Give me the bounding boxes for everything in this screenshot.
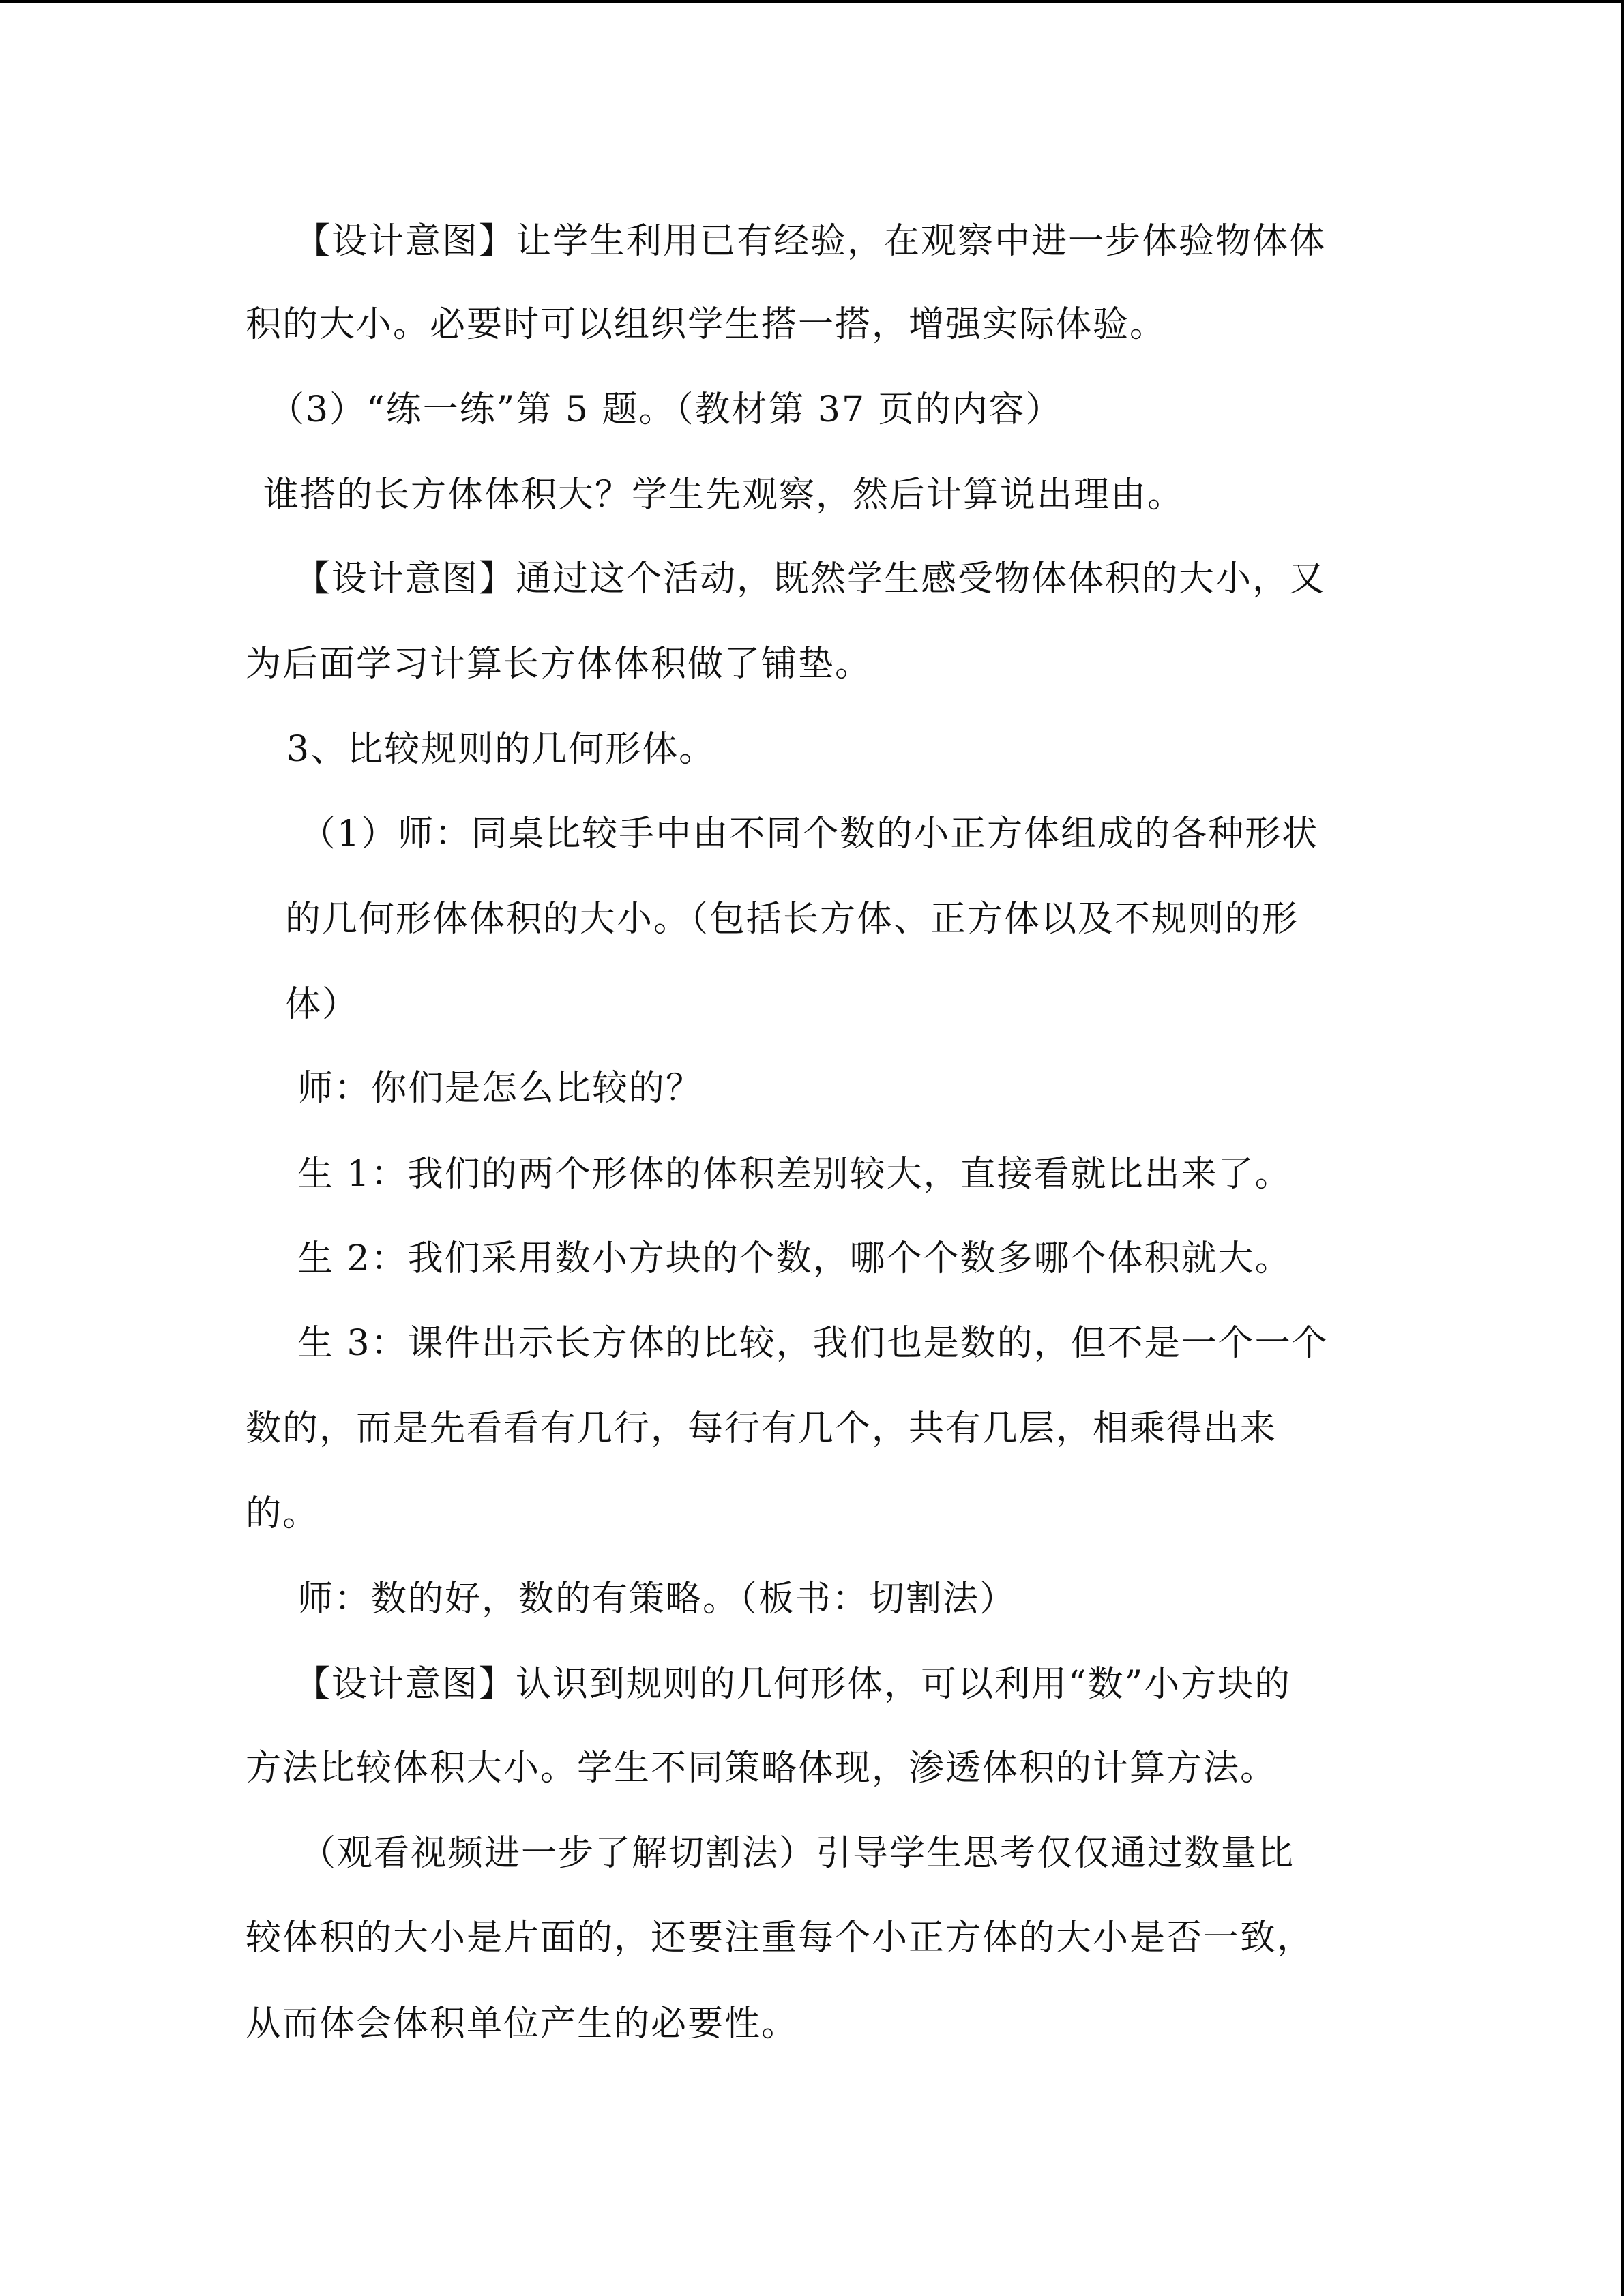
activity-1-line-2: 的几何形体体积的大小。（包括长方体、正方体以及不规则的形: [285, 899, 1299, 940]
section-3-heading: 3、比较规则的几何形体。: [286, 729, 716, 770]
page-border-right: [1621, 0, 1624, 2296]
video-note-line-2: 较体积的大小是片面的，还要注重每个小正方体的大小是否一致，: [246, 1918, 1314, 1958]
student-1-answer: 生 1：我们的两个形体的体积差别较大，直接看就比出来了。: [297, 1154, 1292, 1195]
student-3-answer-line-3: 的。: [246, 1493, 320, 1534]
exercise-3-heading: （3）“练一练”第 5 题。（教材第 37 页的内容）: [269, 389, 1063, 430]
student-2-answer: 生 2：我们采用数小方块的个数，哪个个数多哪个体积就大。: [297, 1238, 1292, 1279]
teacher-question: 师：你们是怎么比较的？: [297, 1068, 703, 1109]
video-note-line-1: （观看视频进一步了解切割法）引导学生思考仅仅通过数量比: [300, 1833, 1295, 1874]
student-3-answer-line-1: 生 3：课件出示长方体的比较，我们也是数的，但不是一个一个: [297, 1323, 1329, 1364]
design-intent-2-line-2: 为后面学习计算长方体体积做了铺垫。: [246, 644, 872, 685]
design-intent-3-line-1: 【设计意图】认识到规则的几何形体，可以利用“数”小方块的: [295, 1664, 1292, 1705]
teacher-remark: 师：数的好，数的有策略。（板书：切割法）: [297, 1579, 1017, 1620]
design-intent-1-line-1: 【设计意图】让学生利用已有经验，在观察中进一步体验物体体: [295, 221, 1327, 262]
activity-1-line-3: 体）: [285, 984, 359, 1025]
design-intent-3-line-2: 方法比较体积大小。学生不同策略体现，渗透体积的计算方法。: [246, 1748, 1278, 1789]
design-intent-1-line-2: 积的大小。必要时可以组织学生搭一搭，增强实际体验。: [246, 304, 1167, 345]
activity-1-line-1: （1）师：同桌比较手中由不同个数的小正方体组成的各种形状: [300, 814, 1319, 854]
page-border-top: [0, 0, 1624, 3]
design-intent-2-line-1: 【设计意图】通过这个活动，既然学生感受物体体积的大小，又: [295, 558, 1327, 599]
student-3-answer-line-2: 数的，而是先看看有几行，每行有几个，共有几层，相乘得出来: [246, 1408, 1278, 1449]
video-note-line-3: 从而体会体积单位产生的必要性。: [246, 2003, 799, 2044]
exercise-3-question: 谁搭的长方体体积大？学生先观察，然后计算说出理由。: [263, 475, 1185, 516]
